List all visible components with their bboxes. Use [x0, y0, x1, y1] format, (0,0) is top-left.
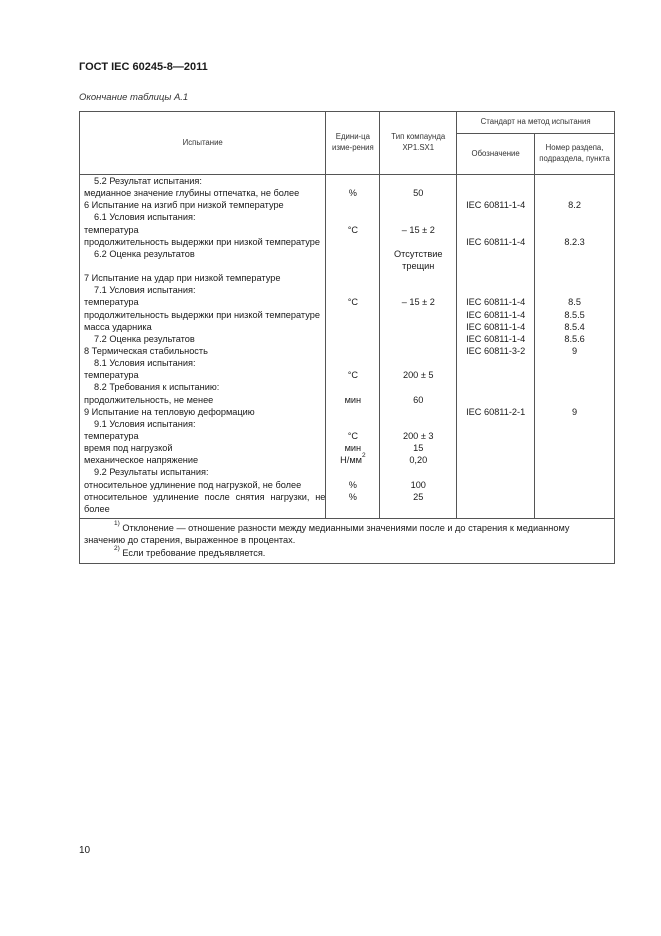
- row-standard: [457, 394, 535, 406]
- table-row: [80, 430, 615, 442]
- row-section: 9: [535, 345, 615, 357]
- table-row: [80, 357, 615, 369]
- row-value: 15: [380, 442, 457, 454]
- row-test: 8 Термическая стабильность: [80, 345, 326, 357]
- row-standard: [457, 369, 535, 381]
- row-section: [535, 381, 615, 393]
- row-value: [380, 199, 457, 211]
- footnote-1: [84, 519, 610, 547]
- row-value: [380, 406, 457, 418]
- row-section: 9: [535, 406, 615, 418]
- row-test: относительное удлинение под нагрузкой, не более: [80, 479, 326, 491]
- row-unit: [326, 199, 380, 211]
- row-section: [535, 211, 615, 223]
- page-number: 10: [79, 845, 91, 856]
- row-standard: [457, 430, 535, 442]
- row-test: температура: [80, 430, 326, 442]
- row-standard: [457, 491, 535, 519]
- row-value: [380, 175, 457, 188]
- row-section: 8.5.4: [535, 321, 615, 333]
- row-value: [380, 333, 457, 345]
- row-section: [535, 491, 615, 519]
- row-test: 7 Испытание на удар при низкой температуре: [80, 272, 326, 284]
- row-section: [535, 357, 615, 369]
- row-value: [380, 284, 457, 296]
- row-test: температура: [80, 369, 326, 381]
- header-designation: Обозначение: [457, 134, 535, 175]
- row-standard: [457, 454, 535, 466]
- row-unit: %: [326, 187, 380, 199]
- row-section: [535, 248, 615, 272]
- row-test: время под нагрузкой: [80, 442, 326, 454]
- row-section: [535, 479, 615, 491]
- footnote-2: [84, 544, 610, 559]
- unit-superscript: 2: [361, 452, 366, 460]
- row-test: 8.2 Требования к испытанию:: [80, 381, 326, 393]
- table-row: [80, 381, 615, 393]
- footnote-mark: 1): [114, 519, 120, 527]
- table-row: [80, 175, 615, 188]
- row-value: [380, 236, 457, 248]
- table-row: [80, 491, 615, 519]
- row-value: [380, 466, 457, 478]
- row-standard: [457, 224, 535, 236]
- row-test: 9.1 Условия испытания:: [80, 418, 326, 430]
- row-unit: %: [326, 479, 380, 491]
- row-standard: [457, 211, 535, 223]
- row-unit: °С: [326, 296, 380, 308]
- row-standard: IEC 60811-1-4: [457, 236, 535, 248]
- unit-text: Н/мм: [340, 455, 362, 466]
- table-row: [80, 406, 615, 418]
- row-unit: [326, 357, 380, 369]
- row-value: 0,20: [380, 454, 457, 466]
- table-row: [80, 479, 615, 491]
- table-row: [80, 454, 615, 466]
- row-value: [380, 345, 457, 357]
- row-unit: [326, 466, 380, 478]
- row-test: 8.1 Условия испытания:: [80, 357, 326, 369]
- row-standard: [457, 272, 535, 284]
- table-row: [80, 296, 615, 308]
- header-standard: Стандарт на метод испытания: [457, 112, 615, 134]
- row-section: [535, 418, 615, 430]
- row-section: [535, 394, 615, 406]
- table-row: [80, 248, 615, 272]
- table-caption: Окончание таблицы А.1: [79, 92, 189, 103]
- table-row: [80, 236, 615, 248]
- row-test: масса ударника: [80, 321, 326, 333]
- row-unit: [326, 309, 380, 321]
- row-standard: IEC 60811-1-4: [457, 321, 535, 333]
- table-row: [80, 333, 615, 345]
- row-section: [535, 175, 615, 188]
- table-row: [80, 345, 615, 357]
- row-standard: [457, 248, 535, 272]
- row-value: [380, 418, 457, 430]
- table-row: [80, 321, 615, 333]
- row-test: 6.2 Оценка результатов: [80, 248, 326, 272]
- row-value: [380, 211, 457, 223]
- row-standard: [457, 175, 535, 188]
- row-value: [380, 381, 457, 393]
- row-unit: [326, 381, 380, 393]
- table-row: [80, 442, 615, 454]
- row-section: 8.5.6: [535, 333, 615, 345]
- table-row: [80, 199, 615, 211]
- row-unit: мин: [326, 394, 380, 406]
- row-value: [380, 272, 457, 284]
- header-section: Номер раздепа, подраздела, пункта: [535, 134, 615, 175]
- table-row: [80, 224, 615, 236]
- row-value: 100: [380, 479, 457, 491]
- row-standard: [457, 357, 535, 369]
- header-unit: Едини-ца изме-рения: [326, 112, 380, 175]
- row-value: [380, 309, 457, 321]
- row-test: 9.2 Результаты испытания:: [80, 466, 326, 478]
- row-unit: [326, 272, 380, 284]
- row-section: [535, 272, 615, 284]
- table-row: [80, 284, 615, 296]
- row-standard: [457, 466, 535, 478]
- row-standard: IEC 60811-1-4: [457, 309, 535, 321]
- row-test: механическое напряжение: [80, 454, 326, 466]
- footnotes-cell: [80, 518, 615, 563]
- row-test: 7.2 Оценка результатов: [80, 333, 326, 345]
- row-unit: [326, 175, 380, 188]
- row-unit: [326, 321, 380, 333]
- row-section: [535, 369, 615, 381]
- row-test: 6 Испытание на изгиб при низкой температуре: [80, 199, 326, 211]
- row-section: 8.2: [535, 199, 615, 211]
- row-value: [380, 321, 457, 333]
- row-standard: [457, 442, 535, 454]
- row-unit: [326, 236, 380, 248]
- footnote-mark: 2): [114, 544, 120, 552]
- row-unit: [326, 345, 380, 357]
- row-unit: °С: [326, 430, 380, 442]
- table-notes: [80, 518, 615, 563]
- row-section: 8.5: [535, 296, 615, 308]
- row-unit: [326, 418, 380, 430]
- table-row: [80, 187, 615, 199]
- row-section: [535, 284, 615, 296]
- row-unit: [326, 333, 380, 345]
- row-unit: %: [326, 491, 380, 519]
- row-test: относительное удлинение после снятия нагрузки, не более: [80, 491, 326, 519]
- row-standard: IEC 60811-1-4: [457, 333, 535, 345]
- row-standard: [457, 381, 535, 393]
- row-unit: мин: [326, 442, 380, 454]
- row-test: продолжительность выдержки при низкой температуре: [80, 236, 326, 248]
- row-value: [380, 357, 457, 369]
- row-section: [535, 224, 615, 236]
- header-compound: Тип компаунда ХР1.SX1: [380, 112, 457, 175]
- row-test: температура: [80, 296, 326, 308]
- footnote-text: Отклонение — отношение разности между медианными значениями после и до старения к медианному значению до старения, выраженное в процентах.: [84, 522, 570, 546]
- row-section: [535, 430, 615, 442]
- row-unit: [326, 211, 380, 223]
- table-row: [80, 369, 615, 381]
- row-standard: IEC 60811-3-2: [457, 345, 535, 357]
- document-title: ГОСТ IEC 60245-8—2011: [79, 61, 208, 73]
- row-section: 8.2.3: [535, 236, 615, 248]
- row-standard: IEC 60811-2-1: [457, 406, 535, 418]
- row-test: 9 Испытание на тепловую деформацию: [80, 406, 326, 418]
- row-section: 8.5.5: [535, 309, 615, 321]
- row-value: – 15 ± 2: [380, 296, 457, 308]
- table-row: [80, 466, 615, 478]
- row-section: [535, 466, 615, 478]
- row-value: 25: [380, 491, 457, 519]
- header-test: Испытание: [80, 112, 326, 175]
- row-value: Отсутствие трещин: [380, 248, 457, 272]
- row-unit: [326, 284, 380, 296]
- table-row: [80, 394, 615, 406]
- row-test: продолжительность, не менее: [80, 394, 326, 406]
- row-unit: °С: [326, 369, 380, 381]
- row-test: 7.1 Условия испытания:: [80, 284, 326, 296]
- row-unit: [326, 406, 380, 418]
- row-test: 5.2 Результат испытания:: [80, 175, 326, 188]
- row-value: 50: [380, 187, 457, 199]
- row-value: 200 ± 5: [380, 369, 457, 381]
- table-row: [80, 309, 615, 321]
- row-section: [535, 454, 615, 466]
- table-row: [80, 211, 615, 223]
- test-table: [79, 111, 615, 564]
- row-standard: [457, 418, 535, 430]
- table-row: [80, 418, 615, 430]
- row-standard: [457, 284, 535, 296]
- row-unit: °С: [326, 224, 380, 236]
- row-value: – 15 ± 2: [380, 224, 457, 236]
- row-value: 60: [380, 394, 457, 406]
- row-test: 6.1 Условия испытания:: [80, 211, 326, 223]
- row-standard: [457, 187, 535, 199]
- row-standard: IEC 60811-1-4: [457, 199, 535, 211]
- row-test: медианное значение глубины отпечатка, не более: [80, 187, 326, 199]
- row-test: температура: [80, 224, 326, 236]
- row-test: продолжительность выдержки при низкой температуре: [80, 309, 326, 321]
- row-standard: [457, 479, 535, 491]
- row-section: [535, 442, 615, 454]
- row-unit: [326, 454, 380, 466]
- row-value: 200 ± 3: [380, 430, 457, 442]
- row-unit: [326, 248, 380, 272]
- table-row: [80, 272, 615, 284]
- row-standard: IEC 60811-1-4: [457, 296, 535, 308]
- row-section: [535, 187, 615, 199]
- footnote-text: Если требование предъявляется.: [122, 547, 266, 558]
